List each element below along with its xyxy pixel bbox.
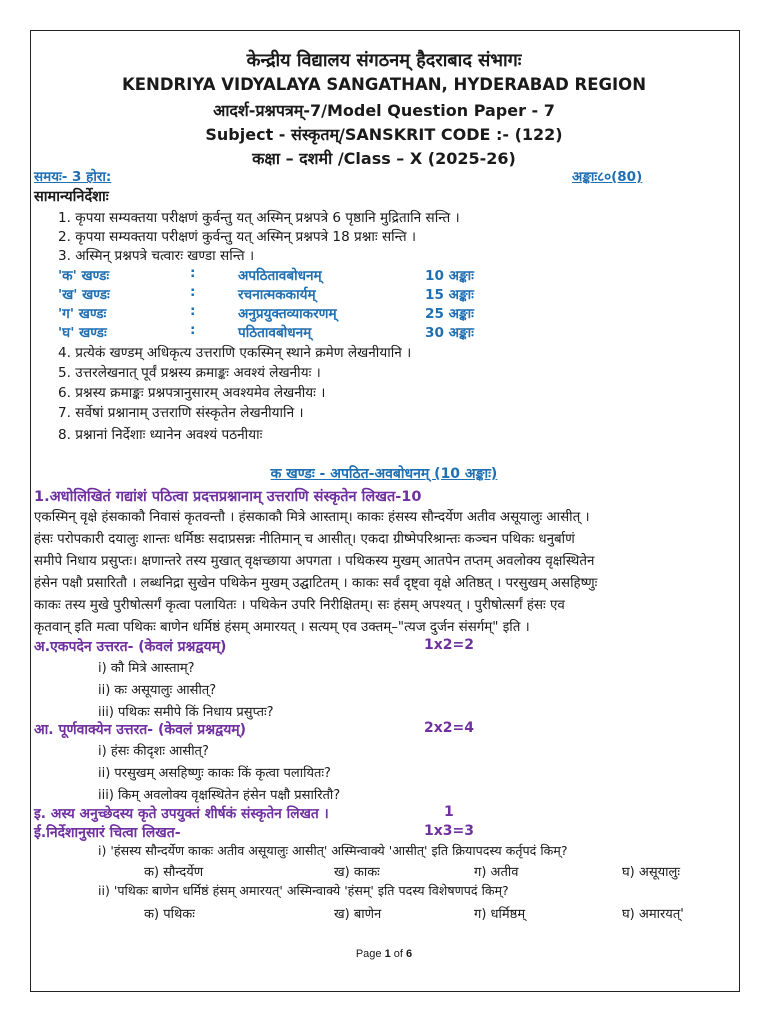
page-footer <box>0 948 768 960</box>
header-class: कक्षा – दशमी /Class – X (2025-26) <box>252 149 516 168</box>
mcq-option: क) पथिकः <box>144 907 195 922</box>
instruction-item: 3. अस्मिन् प्रश्नपत्रे चत्वारः खण्डा सन्ति । <box>58 248 255 264</box>
section-name: 'ग' खण्डः <box>58 306 107 322</box>
section-colon: : <box>190 284 196 300</box>
section-title: पठितावबोधनम् <box>238 325 312 341</box>
mcq-option: क) सौन्दर्येण <box>144 865 204 880</box>
subquestion-item: ii) कः असूयालुः आसीत्? <box>98 683 217 698</box>
section-title: रचनात्मककार्यम् <box>238 287 316 303</box>
section-name: 'ख' खण्डः <box>58 287 110 303</box>
subquestion-item: i) कौ मित्रे आस्ताम्? <box>98 661 195 676</box>
section-marks: 25 अङ्काः <box>425 306 474 322</box>
mcq-option: ख) काकः <box>334 865 380 880</box>
passage-line: एकस्मिन् वृक्षे हंसकाकौ निवासं कृतवन्तौ । हंसकाकौ मित्रे आस्ताम्। काकः हंसस्य सौन्दर्येण अतीव असूयालुः आसीत् । <box>34 510 590 525</box>
section-name: 'क' खण्डः <box>58 268 110 284</box>
subquestion-ii-marks: 1x3=3 <box>424 823 474 839</box>
subquestion-item: iii) पथिकः समीपे किं निधाय प्रसुप्तः? <box>98 705 274 720</box>
instruction-item: 6. प्रश्नस्य क्रमाङ्कः प्रश्नपत्रानुसारम् अवश्यमेव लेखनीयः । <box>58 385 326 401</box>
instruction-item: 4. प्रत्येकं खण्डम् अधिकृत्य उत्तराणि एकस्मिन् स्थाने क्रमेण लेखनीयानि । <box>58 345 412 361</box>
section-marks: 15 अङ्काः <box>425 287 474 303</box>
header-english-title: KENDRIYA VIDYALAYA SANGATHAN, HYDERABAD REGION <box>121 75 647 94</box>
passage-line: कृतवान् इति मत्वा पथिकः बाणेन धर्मिष्ठं हंसम् अमारयत् । सत्यम् एव उक्तम्–"त्यज दुर्जन संसर्गम्" इति । <box>34 620 530 635</box>
footer-page-total: 6 <box>406 948 413 960</box>
section-colon: : <box>190 322 196 338</box>
section-title: अपठितावबोधनम् <box>238 268 322 284</box>
instruction-item: 2. कृपया सम्यक्तया परीक्षणं कुर्वन्तु यत् अस्मिन् प्रश्नपत्रे 18 प्रश्नाः सन्ति । <box>58 229 417 245</box>
subquestion-a-marks: 1x2=2 <box>424 637 474 653</box>
instruction-item: 8. प्रश्नानां निर्देशाः ध्यानेन अवश्यं पठनीयाः <box>58 427 263 443</box>
section-marks: 30 अङ्काः <box>425 325 474 341</box>
subquestion-item: iii) किम् अवलोक्य वृक्षस्थितेन हंसेन पक्षौ प्रसारितौ? <box>98 788 341 803</box>
section-name: 'घ' खण्डः <box>58 325 107 341</box>
mcq-option: घ) अमारयत्' <box>622 907 684 922</box>
subquestion-item: ii) परसुखम् असहिष्णुः काकः किं कृत्वा पलायितः? <box>98 766 331 781</box>
subquestion-i-marks: 1 <box>444 804 454 820</box>
subquestion-i-heading: इ. अस्य अनुच्छेदस्य कृते उपयुक्तं शीर्षकं संस्कृतेन लिखत । <box>34 806 329 822</box>
mcq-option: घ) असूयालुः <box>622 865 680 880</box>
mcq-question: ii) 'पथिकः बाणेन धर्मिष्ठं हंसम् अमारयत्' अस्मिन्वाक्ये 'हंसम्' इति पदस्य विशेषणपदं किम्? <box>98 883 509 898</box>
time-label: समयः- 3 होरा: <box>34 169 112 185</box>
question-1-heading: 1.अधोलिखितं गद्यांशं पठित्वा प्रदत्तप्रश्नानाम् उत्तराणि संस्कृतेन लिखत-10 <box>34 489 422 505</box>
instruction-item: 1. कृपया सम्यक्तया परीक्षणं कुर्वन्तु यत् अस्मिन् प्रश्नपत्रे 6 पृष्ठानि मुद्रितानि सन्ति । <box>58 210 460 226</box>
section-title: अनुप्रयुक्तव्याकरणम् <box>238 306 337 322</box>
mcq-question: i) 'हंसस्य सौन्दर्येण काकः अतीव असूयालुः आसीत्' अस्मिन्वाक्ये 'आसीत्' इति क्रियापदस्य कर्तृपदं किम्? <box>98 843 568 858</box>
section-colon: : <box>190 265 196 281</box>
header-hindi-title: केन्द्रीय विद्यालय संगठनम् हैदराबाद संभागः <box>246 50 522 71</box>
mcq-option: ग) अतीव <box>474 865 519 880</box>
section-marks: 10 अङ्काः <box>425 268 474 284</box>
passage-line: काकः तस्य मुखे पुरीषोत्सर्गं कृत्वा पलायितः । पथिकेन उपरि निरीक्षितम्। सः हंसम् अपश्यत् । पुरीषोत्सर्गं हंसः एव <box>34 598 565 613</box>
footer-page-number: 1 <box>384 948 391 960</box>
subquestion-aa-heading: आ. पूर्णवाक्येन उत्तरत- (केवलं प्रश्नद्वयम्) <box>34 722 247 738</box>
subquestion-a-heading: अ.एकपदेन उत्तरत- (केवलं प्रश्नद्वयम्) <box>34 639 227 655</box>
subquestion-ii-heading: ई.निर्देशानुसारं चित्वा लिखत- <box>34 825 181 841</box>
section-ka-title: क खण्डः - अपठित-अवबोधनम् (10 अङ्काः) <box>270 466 498 482</box>
header-paper-title: आदर्श-प्रश्नपत्रम्-7/Model Question Paper - 7 <box>213 101 555 120</box>
section-colon: : <box>190 303 196 319</box>
instruction-item: 7. सर्वेषां प्रश्नानाम् उत्तराणि संस्कृतेन लेखनीयानि । <box>58 405 304 421</box>
instructions-heading: सामान्यनिर्देशाः <box>34 189 109 205</box>
subquestion-item: i) हंसः कीदृशः आसीत्? <box>98 744 209 759</box>
mcq-option: ग) धर्मिष्ठम् <box>474 907 526 922</box>
footer-page-label: Page <box>355 948 382 960</box>
header-subject: Subject - संस्कृतम्/SANSKRIT CODE :- (122) <box>205 125 563 144</box>
passage-line: हंसेन पक्षौ प्रसारितौ । लब्धनिद्रा सुखेन पथिकेन मुखम् उद्घाटितम् । काकः सर्वं दृष्ट्वा वृक्षे अतिष्ठत् । परसुखम् असहिष्णुः <box>34 576 598 591</box>
footer-of-label: of <box>393 948 403 960</box>
total-marks: अङ्काः८०(80) <box>572 169 643 185</box>
passage-line: हंसः परोपकारी दयालुः शान्तः धर्मिष्ठः सदाप्रसन्नः नीतिमान् च आसीत्। एकदा ग्रीष्मेपरिश्रान्तः कञ्चन पथिकः धनुर्बाणं <box>34 532 575 547</box>
mcq-option: ख) बाणेन <box>334 907 382 922</box>
passage-line: समीपे निधाय प्रसुप्तः। क्षणान्तरे तस्य मुखात् वृक्षच्छाया अपगता । पथिकस्य मुखम् आतपेन तप्तम् अवलोक्य वृक्षस्थितेन <box>34 554 595 569</box>
subquestion-aa-marks: 2x2=4 <box>424 720 474 736</box>
instruction-item: 5. उत्तरलेखनात् पूर्वं प्रश्नस्य क्रमाङ्कः अवश्यं लेखनीयः । <box>58 365 321 381</box>
